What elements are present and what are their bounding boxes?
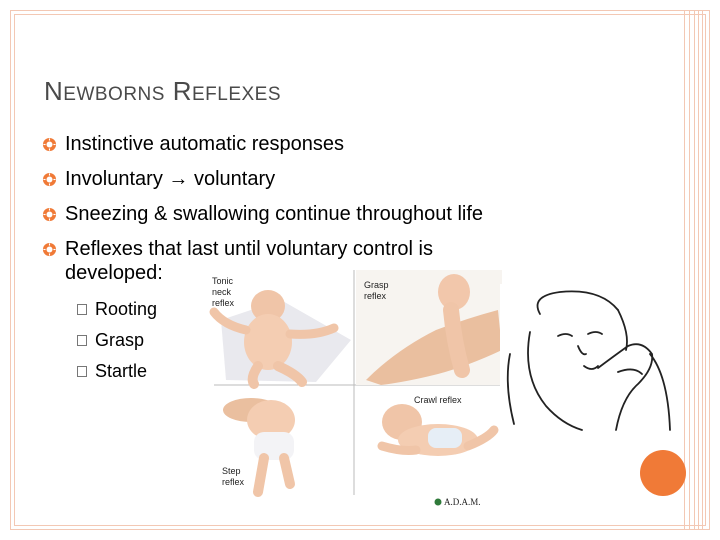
- bullet-item: [42, 132, 642, 156]
- sun-bullet-icon: [42, 242, 57, 257]
- sub-bullet-item: [77, 360, 157, 382]
- svg-text:Step: Step: [222, 466, 241, 476]
- decorative-orange-circle: [640, 450, 686, 496]
- sub-bullet-item: [77, 298, 157, 320]
- bullet-list: [42, 132, 642, 285]
- sub-bullet-list: [77, 298, 157, 391]
- title-word: EFLEXES: [191, 84, 282, 105]
- bullet-item: [42, 167, 642, 191]
- rooting-sketch-image: [500, 284, 672, 432]
- sub-bullet-text: Startle: [95, 361, 148, 381]
- title-initial: R: [172, 76, 192, 106]
- title-word: EWBORNS: [63, 84, 165, 105]
- bullet-text: Involuntary → voluntary: [65, 168, 276, 190]
- sun-bullet-icon: [42, 172, 57, 187]
- svg-text:Grasp: Grasp: [364, 280, 389, 290]
- checkbox-bullet-icon: [77, 366, 87, 377]
- bullet-item: [42, 202, 642, 226]
- bullet-text: Reflexes that last until voluntary control is developed:: [65, 238, 433, 284]
- frame-stripe: [698, 10, 699, 530]
- sun-bullet-icon: [42, 207, 57, 222]
- title-initial: N: [44, 76, 64, 106]
- svg-text:Tonic: Tonic: [212, 276, 234, 286]
- frame-stripe: [694, 10, 695, 530]
- svg-text:neck: neck: [212, 287, 232, 297]
- bullet-text: Instinctive automatic responses: [65, 133, 345, 155]
- checkbox-bullet-icon: [77, 304, 87, 315]
- frame-stripe: [689, 10, 690, 530]
- bullet-text: Sneezing & swallowing continue throughout life: [65, 203, 484, 225]
- sub-bullet-item: [77, 329, 157, 351]
- svg-text:A.D.A.M.: A.D.A.M.: [444, 497, 481, 507]
- sub-bullet-text: Grasp: [95, 330, 145, 350]
- sun-bullet-icon: [42, 137, 57, 152]
- frame-stripe: [684, 10, 685, 530]
- slide-title: [44, 76, 281, 107]
- sub-bullet-text: Rooting: [95, 299, 158, 319]
- svg-text:reflex: reflex: [212, 298, 235, 308]
- svg-text:reflex: reflex: [364, 291, 387, 301]
- svg-text:reflex: reflex: [222, 477, 245, 487]
- grasp-label: [364, 280, 389, 301]
- checkbox-bullet-icon: [77, 335, 87, 346]
- frame-stripe: [702, 10, 703, 530]
- reflex-photo-collage: [206, 270, 502, 515]
- crawl-label: Crawl reflex: [414, 395, 462, 405]
